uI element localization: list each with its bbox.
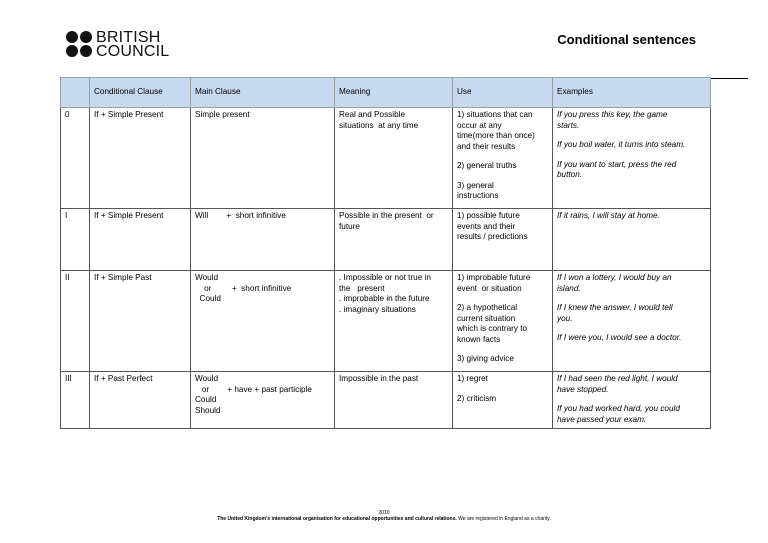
use-line: 2) general truths <box>457 161 517 170</box>
use-line: instructions <box>457 191 499 200</box>
footer-text-normal: We are registered in England as a charity. <box>456 516 551 522</box>
use-line: 1) regret <box>457 374 488 383</box>
use-entry <box>457 273 548 294</box>
cell-use <box>453 108 553 209</box>
example-line: island. <box>557 283 581 293</box>
cell-conditional-clause <box>90 108 191 209</box>
table-body <box>61 108 711 429</box>
use-line: 3) giving advice <box>457 354 514 363</box>
meaning-line: future <box>339 221 360 231</box>
page-title: Conditional sentences <box>557 32 696 47</box>
conditional-type-label: I <box>65 211 68 220</box>
use-line: and their results <box>457 141 516 151</box>
main-clause-line: Will + short infinitive <box>195 211 286 220</box>
example-line: If you boil water, it turns into steam. <box>557 140 686 149</box>
table-header-row <box>61 78 711 108</box>
meaning-line: . imaginary situations <box>339 304 416 314</box>
main-clause-line: Simple present <box>195 110 250 119</box>
column-header-examples: Examples <box>553 78 711 108</box>
column-header-conditional-clause: Conditional Clause <box>90 78 191 108</box>
example-entry <box>557 140 706 151</box>
cell-type <box>61 372 90 429</box>
example-line: you. <box>557 313 573 323</box>
example-line: If I had seen the red light, I would <box>557 374 678 383</box>
meaning-line: the present <box>339 283 385 293</box>
example-line: If you had worked hard, you could <box>557 404 680 413</box>
cell-type <box>61 271 90 372</box>
logo-dots-icon <box>66 31 94 59</box>
use-line: 2) criticism <box>457 393 497 403</box>
column-header-use: Use <box>453 78 553 108</box>
example-entry <box>557 333 706 344</box>
cell-use <box>453 271 553 372</box>
cell-examples <box>553 108 711 209</box>
table-row <box>61 372 711 429</box>
cell-main-clause <box>191 372 335 429</box>
column-header-meaning: Meaning <box>335 78 453 108</box>
main-clause-line: or + have + past participle <box>195 384 312 394</box>
use-line: results / predictions <box>457 232 528 241</box>
example-line: have passed your exam. <box>557 414 647 424</box>
conditional-clause-text: If + Simple Present <box>94 110 164 119</box>
example-line: If I knew the answer, I would tell <box>557 303 673 312</box>
cell-meaning <box>335 108 453 209</box>
example-entry <box>557 374 706 395</box>
use-line: 1) possible future <box>457 211 520 220</box>
cell-conditional-clause <box>90 209 191 271</box>
conditional-type-label: 0 <box>65 110 70 119</box>
conditional-type-label: III <box>65 374 72 383</box>
use-entry <box>457 161 548 172</box>
table-row <box>61 209 711 271</box>
use-line: event or situation <box>457 283 522 293</box>
cell-conditional-clause <box>90 271 191 372</box>
cell-main-clause <box>191 108 335 209</box>
use-line: current situation <box>457 313 516 323</box>
example-line: If it rains, I will stay at home. <box>557 211 660 220</box>
use-line: 1) situations that can <box>457 110 533 119</box>
example-entry <box>557 273 706 294</box>
conditional-type-label: II <box>65 273 70 282</box>
cell-meaning <box>335 372 453 429</box>
use-entry <box>457 110 548 152</box>
use-line: 3) general <box>457 180 494 190</box>
conditionals-table <box>60 77 711 429</box>
use-entry <box>457 303 548 345</box>
table-row <box>61 108 711 209</box>
example-line: If you want to start, press the red <box>557 159 677 169</box>
cell-main-clause <box>191 271 335 372</box>
main-clause-line: Should <box>195 405 221 415</box>
use-line: time(more than once) <box>457 131 535 140</box>
cell-type <box>61 209 90 271</box>
cell-use <box>453 372 553 429</box>
cell-use <box>453 209 553 271</box>
example-line: If I were you, I would see a doctor. <box>557 333 682 342</box>
example-entry <box>557 110 706 131</box>
use-entry <box>457 374 548 385</box>
use-entry <box>457 394 548 405</box>
cell-conditional-clause <box>90 372 191 429</box>
use-line: known facts <box>457 334 501 344</box>
use-entry <box>457 181 548 202</box>
conditional-clause-text: If + Past Perfect <box>94 374 153 383</box>
cell-main-clause <box>191 209 335 271</box>
example-line: If I won a lottery, I would buy an <box>557 273 672 282</box>
column-header-main-clause: Main Clause <box>191 78 335 108</box>
meaning-line: Impossible in the past <box>339 374 419 383</box>
example-line: If you press this key, the game <box>557 110 668 119</box>
british-council-logo <box>66 30 176 60</box>
use-line: events and their <box>457 221 516 231</box>
example-entry <box>557 404 706 425</box>
cell-type <box>61 108 90 209</box>
meaning-line: situations at any time <box>339 120 419 130</box>
logo-word-british: BRITISH <box>96 29 161 46</box>
conditional-clause-text: If + Simple Present <box>94 211 164 220</box>
example-line: button. <box>557 170 583 179</box>
use-line: which is contrary to <box>457 324 528 333</box>
footer-year: 2010 <box>378 510 390 516</box>
use-entry <box>457 354 548 365</box>
main-clause-line: or + short infinitive <box>195 283 292 293</box>
cell-examples <box>553 209 711 271</box>
cell-examples <box>553 271 711 372</box>
cell-meaning <box>335 271 453 372</box>
example-entry <box>557 303 706 324</box>
logo-word-council: COUNCIL <box>96 43 170 60</box>
main-clause-line: Would <box>195 374 219 383</box>
table-row <box>61 271 711 372</box>
example-line: have stopped. <box>557 384 609 394</box>
footer <box>0 510 768 522</box>
column-header-type <box>61 78 90 108</box>
footer-text <box>0 516 768 522</box>
example-line: starts. <box>557 120 580 130</box>
footer-text-bold: The United Kingdom's international organisation for educational opportunities and cultural relations. <box>217 516 457 522</box>
use-line: 1) improbable future <box>457 273 531 282</box>
meaning-line: Real and Possible <box>339 110 405 119</box>
example-entry <box>557 211 706 222</box>
use-line: 2) a hypothetical <box>457 303 518 312</box>
conditional-clause-text: If + Simple Past <box>94 273 152 282</box>
meaning-line: Possible in the present or <box>339 211 434 220</box>
use-entry <box>457 211 548 243</box>
meaning-line: . improbable in the future <box>339 294 430 303</box>
example-entry <box>557 160 706 181</box>
main-clause-line: Would <box>195 273 219 282</box>
use-line: occur at any <box>457 120 502 130</box>
main-clause-line: Could <box>195 395 217 404</box>
header-rule <box>708 78 748 79</box>
cell-examples <box>553 372 711 429</box>
cell-meaning <box>335 209 453 271</box>
meaning-line: . Impossible or not true in <box>339 273 431 282</box>
main-clause-line: Could <box>195 294 221 303</box>
